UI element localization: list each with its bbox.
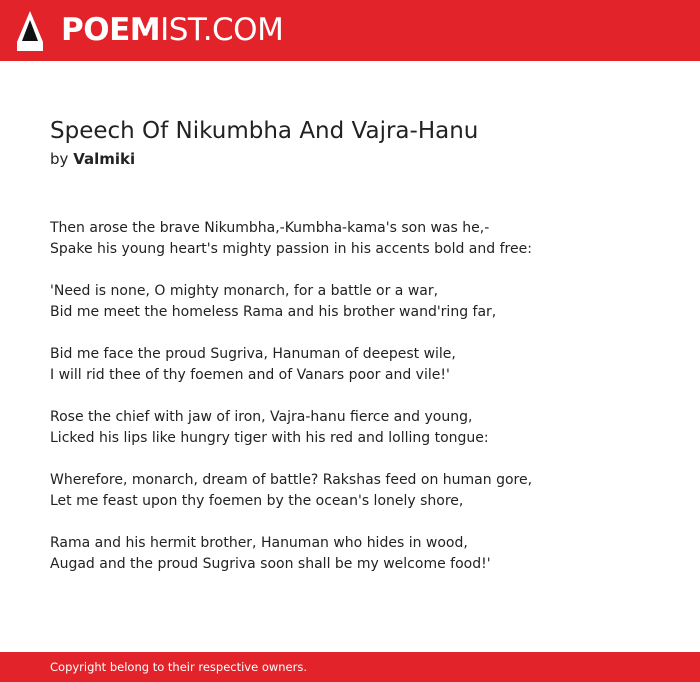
- logo-bold-text: POEM: [61, 12, 161, 48]
- poem-line: Augad and the proud Sugriva soon shall be my welcome food!': [50, 556, 491, 572]
- poem-line: Bid me meet the homeless Rama and his brother wand'ring far,: [50, 304, 497, 320]
- poem-line: Rose the chief with jaw of iron, Vajra-hanu fierce and young,: [50, 409, 473, 425]
- poem-line: Wherefore, monarch, dream of battle? Rakshas feed on human gore,: [50, 472, 533, 488]
- site-footer: [0, 652, 700, 682]
- poem-title: Speech Of Nikumbha And Vajra-Hanu: [50, 118, 479, 144]
- copyright-text: Copyright belong to their respective owners.: [50, 660, 308, 674]
- poem-line: I will rid thee of thy foemen and of Vanars poor and vile!': [50, 367, 450, 383]
- stanza: [50, 470, 670, 512]
- poem-line: 'Need is none, O mighty monarch, for a battle or a war,: [50, 283, 439, 299]
- stanza: [50, 344, 670, 386]
- poem-line: Let me feast upon thy foemen by the ocean's lonely shore,: [50, 493, 464, 509]
- site-header: [0, 0, 700, 61]
- stanza: [50, 407, 670, 449]
- poem-body: [50, 218, 670, 596]
- poem-line: Bid me face the proud Sugriva, Hanuman of deepest wile,: [50, 346, 456, 362]
- poem-author: Valmiki: [73, 150, 136, 168]
- poem-line: Rama and his hermit brother, Hanuman who hides in wood,: [50, 535, 468, 551]
- poem-line: Then arose the brave Nikumbha,-Kumbha-kama's son was he,-: [50, 220, 490, 236]
- poem-byline: [50, 148, 135, 170]
- stanza: [50, 218, 670, 260]
- poem-line: Spake his young heart's mighty passion in his accents bold and free:: [50, 241, 532, 257]
- stanza: [50, 533, 670, 575]
- logo-light-text: IST.COM: [160, 12, 284, 48]
- site-logo[interactable]: [61, 12, 283, 48]
- stanza: [50, 281, 670, 323]
- poem-line: Licked his lips like hungry tiger with his red and lolling tongue:: [50, 430, 489, 446]
- pencil-icon: [17, 11, 43, 51]
- by-label: by: [50, 150, 69, 168]
